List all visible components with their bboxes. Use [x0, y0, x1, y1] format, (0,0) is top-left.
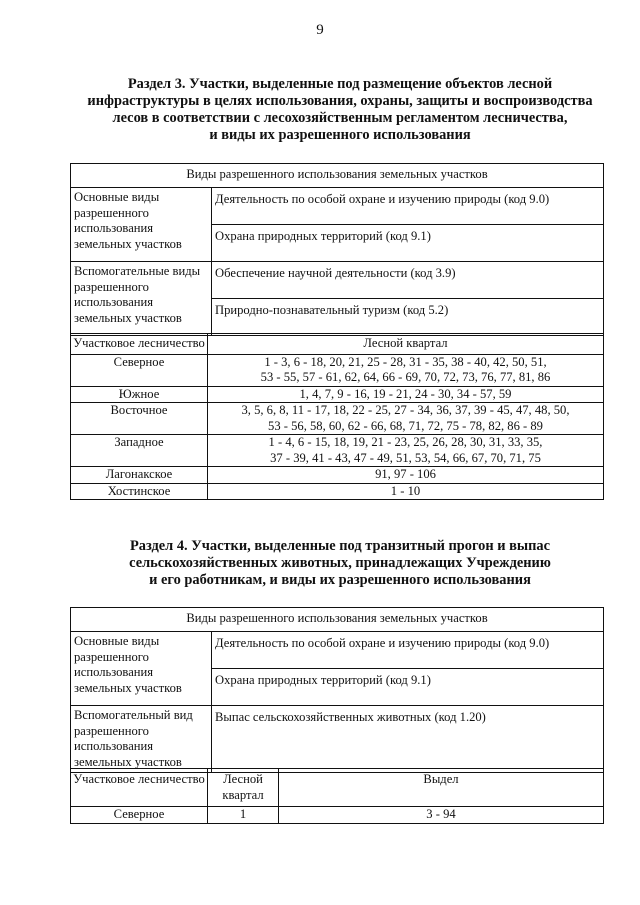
block-list — [208, 467, 604, 484]
block-line: 1 - 10 — [390, 483, 421, 498]
table-row — [71, 807, 604, 824]
forestry-name: Южное — [71, 386, 208, 403]
forestry-name: Западное — [71, 435, 208, 467]
section3-title-line: Раздел 3. Участки, выделенные под размещение объектов лесной — [127, 76, 553, 92]
block-list — [208, 403, 604, 435]
section-range: 3 - 94 — [279, 807, 604, 824]
section4-use-table — [70, 607, 604, 773]
section4-title-line: и его работникам, и виды их разрешенного использования — [149, 572, 531, 588]
section4-forest-table — [70, 768, 604, 824]
section3-forest-table — [70, 333, 604, 500]
main-uses-label: Основные виды разрешенного использования земельных участков — [71, 632, 212, 706]
forestry-name: Лагонакское — [71, 467, 208, 484]
section3-title-line: лесов в соответствии с лесохозяйственным регламентом лесничества, — [112, 110, 568, 126]
use-item: Охрана природных территорий (код 9.1) — [212, 669, 604, 706]
block-line: 3, 5, 6, 8, 11 - 17, 18, 22 - 25, 27 - 34, 36, 37, 39 - 45, 47, 48, 50, — [241, 403, 570, 417]
section-column-header: Выдел — [279, 769, 604, 807]
table-row — [71, 435, 604, 467]
block-line: 53 - 56, 58, 60, 62 - 66, 68, 71, 72, 75 - 78, 82, 86 - 89 — [268, 418, 543, 433]
block-line: 53 - 55, 57 - 61, 62, 64, 66 - 69, 70, 72, 73, 76, 77, 81, 86 — [260, 370, 551, 384]
use-table-header: Виды разрешенного использования земельных участков — [71, 164, 604, 188]
table-row — [71, 483, 604, 500]
use-item: Обеспечение научной деятельности (код 3.9) — [212, 262, 604, 299]
block-list — [208, 386, 604, 403]
use-item: Выпас сельскохозяйственных животных (код 1.20) — [212, 706, 604, 773]
use-item: Деятельность по особой охране и изучению природы (код 9.0) — [212, 188, 604, 225]
block-list — [208, 354, 604, 386]
aux-uses-label: Вспомогательные виды разрешенного использования земельных участков — [71, 262, 212, 336]
forestry-column-header: Участковое лесничество — [71, 334, 208, 355]
block-line: 1, 4, 7, 9 - 16, 19 - 21, 24 - 30, 34 - 57, 59 — [299, 386, 512, 401]
forestry-name: Северное — [71, 807, 208, 824]
use-table-header: Виды разрешенного использования земельных участков — [71, 608, 604, 632]
use-item: Охрана природных территорий (код 9.1) — [212, 225, 604, 262]
forestry-column-header: Участковое лесничество — [71, 769, 208, 807]
section3-title-line: и виды их разрешенного использования — [209, 127, 471, 143]
page-number: 9 — [316, 22, 324, 38]
section3-use-table — [70, 163, 604, 336]
block-list — [208, 435, 604, 467]
block-line: 1 - 4, 6 - 15, 18, 19, 21 - 23, 25, 26, 28, 30, 31, 33, 35, — [268, 435, 543, 449]
table-row — [71, 467, 604, 484]
use-item: Природно-познавательный туризм (код 5.2) — [212, 299, 604, 336]
section3-title-line: инфраструктуры в целях использования, охраны, защиты и воспроизводства — [87, 93, 593, 109]
block-column-header: Лесной квартал — [208, 769, 279, 807]
block-line: 91, 97 - 106 — [375, 467, 436, 481]
forestry-name: Восточное — [71, 403, 208, 435]
main-uses-label: Основные виды разрешенного использования земельных участков — [71, 188, 212, 262]
use-item: Деятельность по особой охране и изучению природы (код 9.0) — [212, 632, 604, 669]
forestry-name: Хостинское — [71, 483, 208, 500]
section3-title — [60, 76, 620, 144]
block-list — [208, 483, 604, 500]
forestry-name: Северное — [71, 354, 208, 386]
section4-title-line: сельскохозяйственных животных, принадлежащих Учреждению — [129, 555, 551, 571]
block-column-header: Лесной квартал — [208, 334, 604, 355]
section4-title-line: Раздел 4. Участки, выделенные под транзитный прогон и выпас — [129, 538, 551, 554]
block-line: 37 - 39, 41 - 43, 47 - 49, 51, 53, 54, 66, 67, 70, 71, 75 — [270, 450, 541, 465]
section4-title — [60, 538, 620, 589]
block-line: 1 - 3, 6 - 18, 20, 21, 25 - 28, 31 - 35, 38 - 40, 42, 50, 51, — [264, 354, 547, 369]
block-number: 1 — [208, 807, 279, 824]
table-row — [71, 403, 604, 435]
table-row — [71, 386, 604, 403]
aux-uses-label: Вспомогательный вид разрешенного использования земельных участков — [71, 706, 212, 773]
table-row — [71, 354, 604, 386]
